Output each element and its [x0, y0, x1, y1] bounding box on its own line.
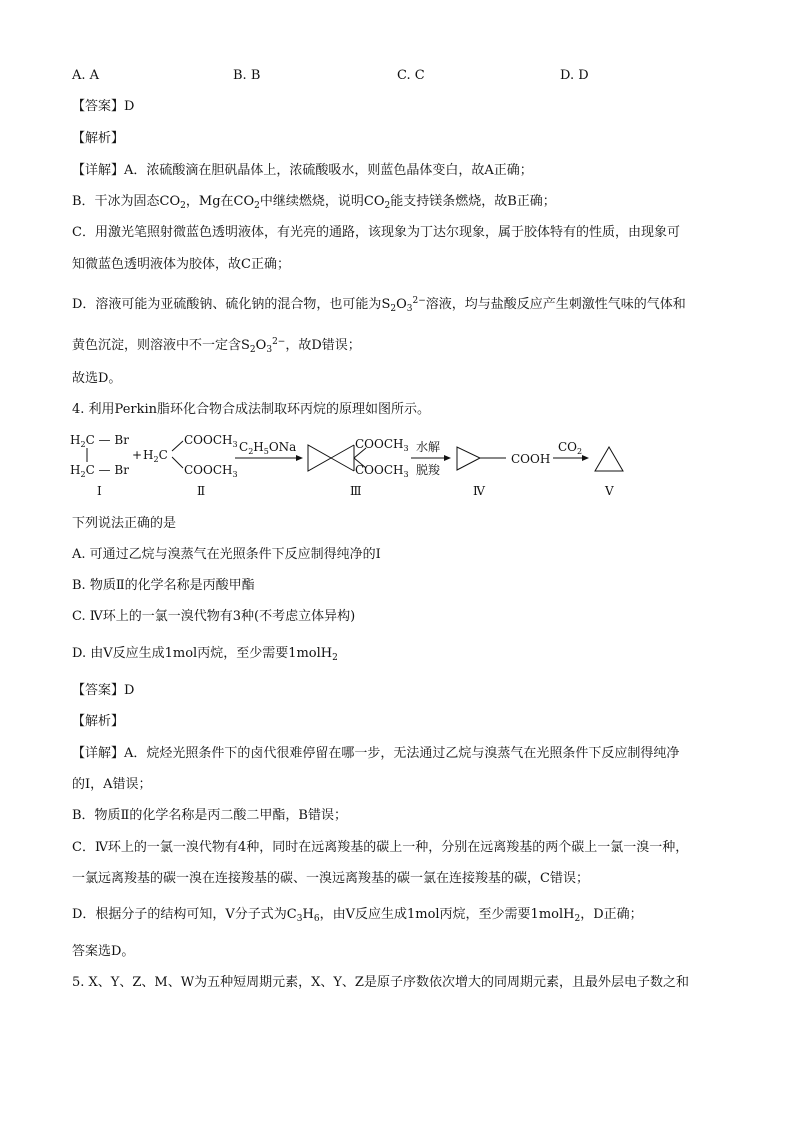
text: ，故D错误；: [285, 338, 361, 353]
compound-iii-ester-bottom: $COOCH_3$: [355, 463, 409, 479]
text: 黄色沉淀，则溶液中不一定含: [72, 338, 242, 353]
arrowhead: [444, 455, 451, 461]
q4-detail-b: B．物质Ⅱ的化学名称是丙二酸二甲酯，B错误；: [72, 808, 347, 823]
q4-stem: 4. 利用Perkin脂环化合物合成法制取环丙烷的原理如图所示。: [72, 402, 431, 417]
subscript: 2: [254, 201, 260, 211]
subscript: 2: [384, 201, 391, 211]
compound-i-top: $H_2C$ — Br: [70, 433, 129, 449]
compound-iv-ring: [457, 447, 480, 470]
q4-analysis-heading: 【解析】: [72, 714, 125, 729]
compound-ii-ester-top: $COOCH_3$: [184, 433, 238, 449]
subscript: 3: [296, 914, 303, 924]
option-c: C. C: [397, 68, 425, 83]
reaction-scheme: [60, 427, 660, 505]
reagent-decarboxylation: 脱羧: [416, 463, 441, 477]
q3-detail-a: 【详解】A．浓硫酸滴在胆矾晶体上，浓硫酸吸水，则蓝色晶体变白，故A正确；: [72, 163, 533, 178]
label-ii: Ⅱ: [197, 484, 206, 498]
text: H: [302, 907, 314, 922]
q4-detail-c: C．Ⅳ环上的一氯一溴代物有4种，同时在远离羧基的碳上一种，分别在远离羧基的两个碳上一氯一溴一种，: [72, 840, 689, 855]
label-i: Ⅰ: [97, 484, 102, 498]
q4-detail-d: [72, 906, 643, 928]
subscript: 2: [180, 201, 186, 211]
subscript: 6: [313, 914, 320, 924]
bond: [331, 458, 354, 471]
text: 能支持镁条燃烧，故B正确；: [390, 194, 556, 209]
q3-detail-b: [72, 193, 556, 215]
q4-option-b: B. 物质Ⅱ的化学名称是丙酸甲酯: [72, 578, 255, 593]
text: 溶液，均与盐酸反应产生刺激性气味的气体和: [425, 297, 686, 312]
bond: [172, 441, 183, 451]
q4-option-c: C. Ⅳ环上的一氯一溴代物有3种(不考虑立体异构): [72, 609, 356, 624]
label-v: Ⅴ: [605, 484, 614, 498]
q3-detail-c: C．用激光笔照射微蓝色透明液体，有光亮的通路，该现象为丁达尔现象，属于胶体特有的性质，由现象可: [72, 225, 680, 240]
compound-v-cyclopropane: [595, 447, 623, 471]
text: ，D正确；: [580, 907, 643, 922]
text: 中继续燃烧，说明CO: [259, 194, 385, 209]
label-iv: Ⅳ: [473, 484, 485, 498]
compound-iv-carboxyl: COOH: [511, 452, 551, 466]
text: B．干冰为固态CO: [72, 194, 181, 209]
q3-detail-c-cont: 知微蓝色透明液体为胶体，故C正确；: [72, 257, 290, 272]
reagent-co2: $CO_2$: [558, 440, 583, 456]
arrowhead: [296, 455, 303, 461]
thiosulfate-ion: $S_2O_3^{2-}$: [381, 296, 426, 314]
text: D. 由Ⅴ反应生成1mol丙烷，至少需要1mol: [72, 646, 321, 661]
q4-answer: 【答案】D: [72, 683, 135, 698]
compound-ii-ester-bottom: $COOCH_3$: [184, 463, 238, 479]
q3-conclusion: 故选D。: [72, 371, 122, 386]
formula: $H_2$: [563, 907, 581, 924]
formula: $H_2$: [320, 646, 338, 663]
q4-option-d: [72, 645, 338, 667]
thiosulfate-ion: $S_2O_3^{2-}$: [241, 337, 286, 355]
q3-detail-d: [72, 292, 686, 318]
compound-ii-center: $H_2C$: [143, 448, 168, 464]
text: D．根据分子的结构可知，Ⅴ分子式为C: [72, 907, 297, 922]
bond: [331, 445, 354, 458]
q4-conclusion: 答案选D。: [72, 944, 135, 959]
q3-answer: 【答案】D: [72, 99, 135, 114]
q3-detail-d-cont: [72, 333, 361, 359]
compound-iii-ring: [308, 445, 331, 471]
option-a: A. A: [72, 68, 100, 83]
q3-analysis-heading: 【解析】: [72, 131, 125, 146]
q4-detail-a: 【详解】A．烷烃光照条件下的卤代很难停留在哪一步，无法通过乙烷与溴蒸气在光照条件下反应制得纯净: [72, 746, 680, 761]
bond: [172, 457, 183, 468]
q4-detail-a-cont: 的Ⅰ，A错误；: [72, 777, 152, 792]
option-b: B. B: [233, 68, 261, 83]
text: ，Mg在CO: [185, 194, 255, 209]
compound-i-bottom: $H_2C$ — Br: [70, 463, 129, 479]
plus-sign: +: [132, 448, 143, 462]
arrowhead: [582, 455, 589, 461]
q4-question: 下列说法正确的是: [72, 516, 177, 531]
reagent-hydrolysis: 水解: [416, 440, 441, 454]
q4-detail-c-cont: 一氯远离羧基的碳一溴在连接羧基的碳、一溴远离羧基的碳一氯在连接羧基的碳，C错误；: [72, 871, 589, 886]
text: D．溶液可能为亚硫酸钠、硫化钠的混合物，也可能为: [72, 297, 382, 312]
text: ，由Ⅴ反应生成1mol丙烷，至少需要1mol: [319, 907, 564, 922]
reagent-sodium-ethoxide: $C_2H_5ONa$: [239, 440, 297, 456]
compound-iii-ester-top: $COOCH_3$: [355, 437, 409, 453]
option-d: D. D: [560, 68, 589, 83]
q4-option-a: A. 可通过乙烷与溴蒸气在光照条件下反应制得纯净的Ⅰ: [72, 547, 381, 562]
q5-stem: 5. X、Y、Z、M、W为五种短周期元素，X、Y、Z是原子序数依次增大的同周期元素，且最外层电子数之和: [72, 975, 689, 990]
label-iii: Ⅲ: [350, 484, 362, 498]
